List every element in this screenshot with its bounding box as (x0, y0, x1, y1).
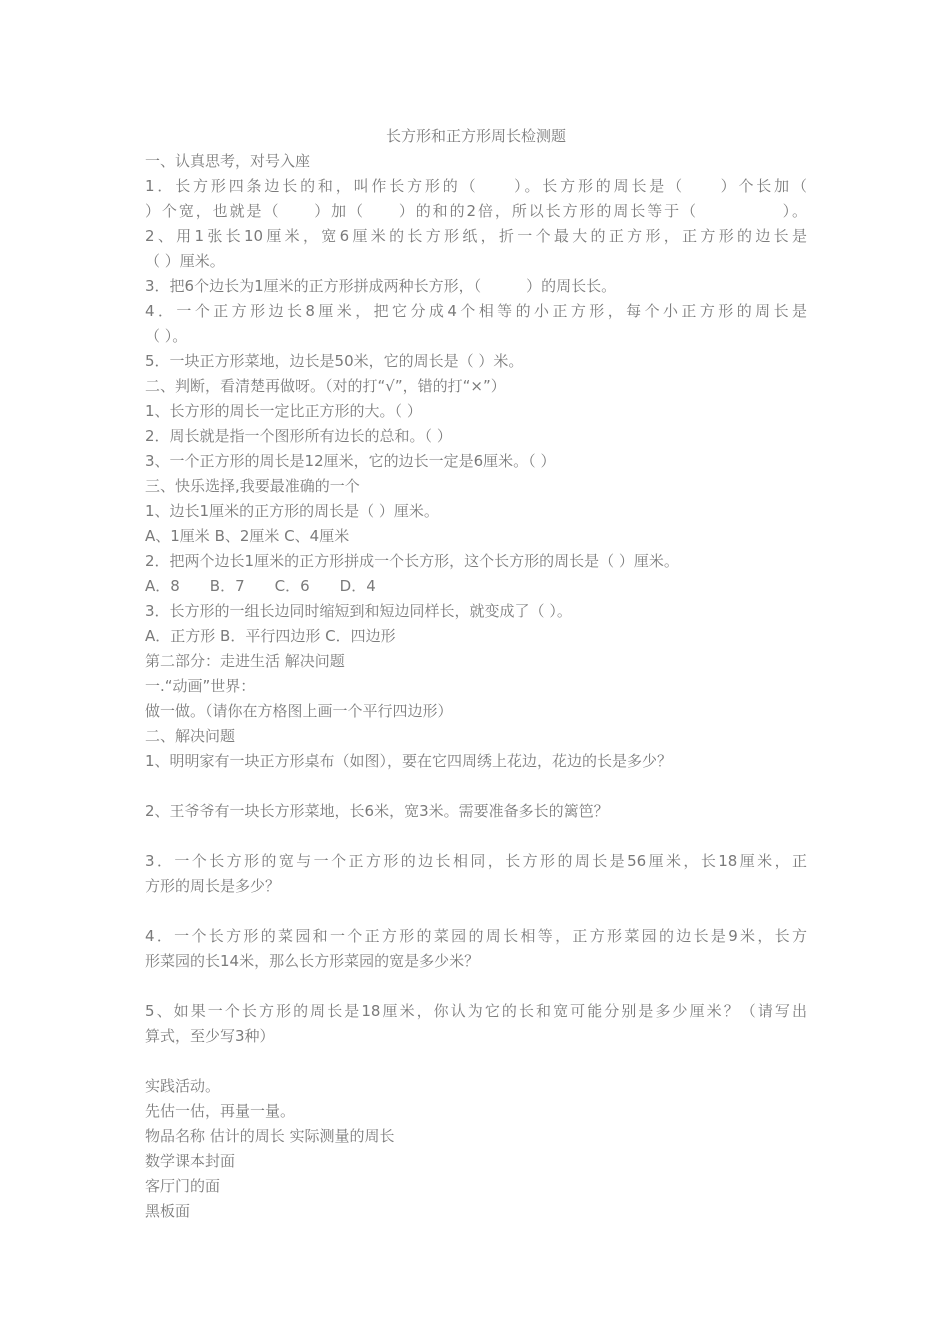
text-line: 2、王爷爷有一块长方形菜地，长6米，宽3米。需要准备多长的篱笆？ (145, 802, 609, 820)
text-line: 2．把两个边长1厘米的正方形拼成一个长方形，这个长方形的周长是（ ）厘米。 (145, 552, 679, 570)
text-line: 黑板面 (145, 1202, 191, 1220)
text-line: 形菜园的长14米，那么长方形菜园的宽是多少米？ (145, 952, 480, 970)
text-line: （ ）。 (145, 327, 188, 345)
worksheet-page (145, 124, 807, 1224)
text-line: 1．长方形四条边长的和，叫作长方形的（ ）。长方形的周长是（ ）个长加（ (145, 177, 807, 195)
text-line: 1、明明家有一块正方形桌布（如图），要在它四周绣上花边，花边的长是多少？ (145, 752, 673, 770)
blank-line (145, 774, 807, 799)
text-line: A．8 B．7 C．6 D．4 (145, 577, 376, 595)
worksheet-body (145, 149, 807, 1224)
text-line: 先估一估，再量一量。 (145, 1102, 296, 1120)
text-line: 2、用1张长10厘米，宽6厘米的长方形纸，折一个最大的正方形，正方形的边长是 (145, 227, 807, 245)
blank-line (145, 1049, 807, 1074)
blank-line (145, 974, 807, 999)
text-line: 3．把6个边长为1厘米的正方形拼成两种长方形，（ ）的周长长。 (145, 277, 617, 295)
text-line: 一、认真思考，对号入座 (145, 152, 311, 170)
blank-line (145, 824, 807, 849)
text-line: 物品名称 估计的周长 实际测量的周长 (145, 1127, 395, 1145)
text-line: 5．一块正方形菜地，边长是50米，它的周长是（ ）米。 (145, 352, 524, 370)
text-line: 一.“动画”世界： (145, 677, 256, 695)
text-line: 做一做。（请你在方格图上画一个平行四边形） (145, 702, 453, 720)
text-line: 3、一个正方形的周长是12厘米，它的边长一定是6厘米。（ ） (145, 452, 556, 470)
text-line: 二、解决问题 (145, 727, 236, 745)
text-line: 客厅门的面 (145, 1177, 221, 1195)
text-line: 1、边长1厘米的正方形的周长是（ ）厘米。 (145, 502, 439, 520)
text-line: 5、如果一个长方形的周长是18厘米，你认为它的长和宽可能分别是多少厘米？（请写出 (145, 1002, 807, 1020)
text-line: 算式，至少写3种） (145, 1027, 275, 1045)
text-line: A、1厘米 B、2厘米 C、4厘米 (145, 527, 350, 545)
text-line: （ ）厘米。 (145, 252, 225, 270)
text-line: 3．长方形的一组长边同时缩短到和短边同样长，就变成了（ ）。 (145, 602, 572, 620)
blank-line (145, 899, 807, 924)
text-line: 1、长方形的周长一定比正方形的大。（ ） (145, 402, 422, 420)
text-line: 4．一个长方形的菜园和一个正方形的菜园的周长相等，正方形菜园的边长是9米，长方 (145, 927, 807, 945)
text-line: 3．一个长方形的宽与一个正方形的边长相同，长方形的周长是56厘米，长18厘米，正 (145, 852, 807, 870)
text-line: 三、快乐选择,我要最准确的一个 (145, 477, 360, 495)
text-line: 第二部分：走进生活 解决问题 (145, 652, 345, 670)
text-line: A．正方形 B．平行四边形 C．四边形 (145, 627, 396, 645)
text-line: 4．一个正方形边长8厘米，把它分成4个相等的小正方形，每个小正方形的周长是 (145, 302, 807, 320)
text-line: 二、判断，看清楚再做呀。（对的打“√”，错的打“×”） (145, 377, 506, 395)
text-line: 方形的周长是多少？ (145, 877, 281, 895)
text-line: ）个宽，也就是（ ）加（ ）的和的2倍，所以长方形的周长等于（ ）。 (145, 202, 807, 220)
text-line: 2．周长就是指一个图形所有边长的总和。（ ） (145, 427, 452, 445)
text-line: 数学课本封面 (145, 1152, 236, 1170)
worksheet-title: 长方形和正方形周长检测题 (385, 127, 566, 145)
text-line: 实践活动。 (145, 1077, 221, 1095)
